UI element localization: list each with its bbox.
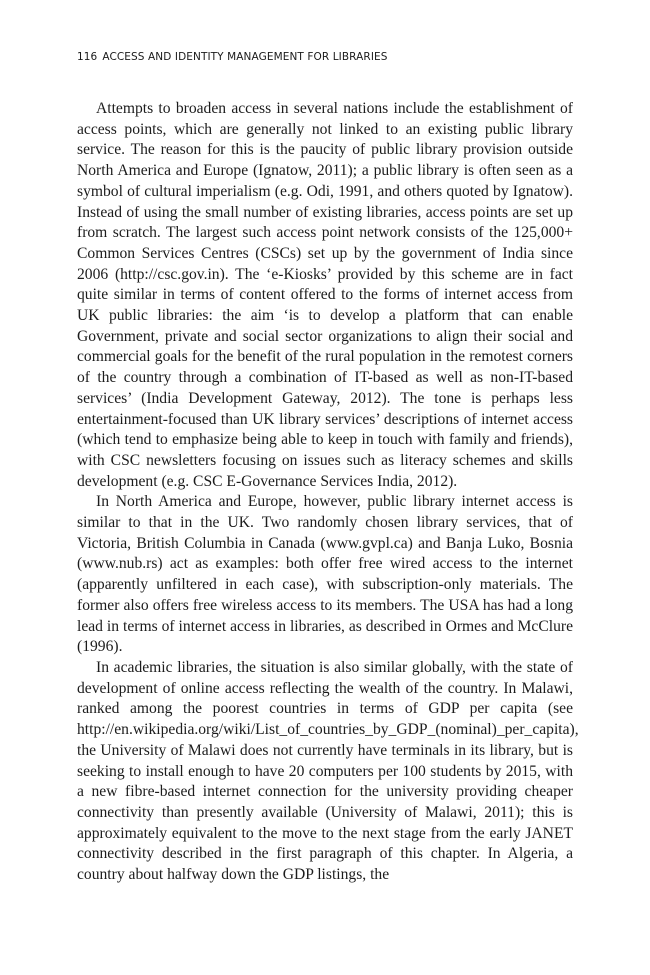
running-head: [77, 51, 388, 63]
paragraph-north-america-europe: In North America and Europe, however, public library internet access is similar to that in the UK. Two randomly chosen library services, that of Victoria, British Columbia in Canada (www.gvpl.ca) and Banja Luko, Bosnia (www.nub.rs) act as examples: both offer free wired access to the internet (apparently unfiltered in each case), with subscription-only materials. The former also offers free wireless access to its members. The USA has had a long lead in terms of internet access in libraries, as described in Ormes and McClure (1996).: [77, 493, 573, 656]
body-text: [77, 99, 579, 886]
paragraph-access-points: Attempts to broaden access in several nations include the establishment of access points, which are generally not linked to an existing public library service. The reason for this is the paucity of public library provision outside North America and Europe (Ignatow, 2011); a public library is often seen as a symbol of cultural imperialism (e.g. Odi, 1991, and others quoted by Ignatow). Instead of using the small number of existing libraries, access points are set up from scratch. The largest such access point network consists of the 125,000+ Common Services Centres (CSCs) set up by the government of India since 2006 (http://csc.gov.in). The ‘e-Kiosks’ provided by this scheme are in fact quite similar in terms of content offered to the forms of internet access from UK public libraries: the aim ‘is to develop a platform that can enable Government, private and social sector organizations to align their social and commercial goals for the benefit of the rural population in the remotest corners of the country through a combination of IT-based as well as non-IT-based services’ (India Development Gateway, 2012). The tone is perhaps less entertainment-focused than UK library services’ descriptions of internet access (which tend to emphasize being able to keep in touch with family and friends), with CSC newsletters focusing on issues such as literacy schemes and skills development (e.g. CSC E-Governance Services India, 2012).: [77, 100, 573, 490]
page-number: 116: [77, 51, 98, 63]
paragraph-academic-libraries: In academic libraries, the situation is also similar globally, with the state of development of online access reflecting the wealth of the country. In Malawi, ranked among the poorest countries in terms of GDP per capita (see http://en.wikipedia.org/wiki/List_of_countries_by_GDP_(nominal)_per_capita), the University of Malawi does not currently have terminals in its library, but is seeking to install enough to have 20 computers per 100 students by 2015, with a new fibre-based internet connection for the university providing cheaper connectivity than presently available (University of Malawi, 2011); this is approximately equivalent to the move to the next stage from the early JANET connectivity described in the first paragraph of this chapter. In Algeria, a country about halfway down the GDP listings, the: [77, 658, 579, 884]
running-title: ACCESS AND IDENTITY MANAGEMENT FOR LIBRARIES: [102, 51, 388, 63]
